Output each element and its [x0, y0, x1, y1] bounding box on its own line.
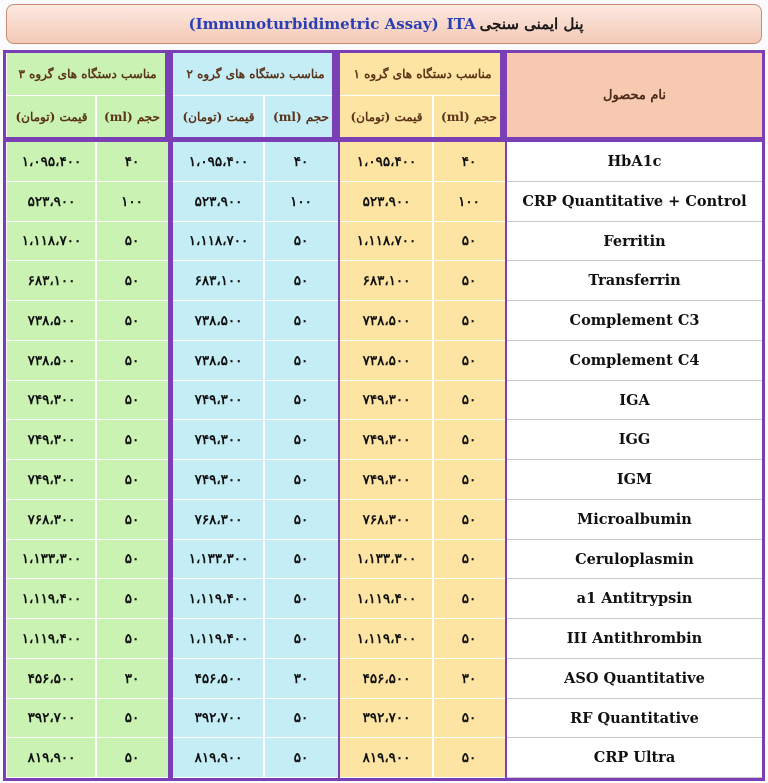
volume-group2: ۵۰	[264, 500, 338, 540]
column-divider	[432, 738, 434, 778]
column-divider	[263, 659, 265, 699]
volume-group2: ۵۰	[264, 540, 338, 579]
volume-group3: ۵۰	[96, 460, 168, 500]
product-name: IGM	[507, 460, 762, 500]
column-divider	[432, 699, 434, 738]
column-divider	[263, 341, 265, 381]
price-group1: ۱،۱۳۳،۳۰۰	[340, 540, 433, 579]
price-group2: ۷۳۸،۵۰۰	[173, 301, 264, 341]
product-name: Transferrin	[507, 261, 762, 301]
column-divider	[95, 699, 97, 738]
price-group3: ۱،۱۳۳،۳۰۰	[7, 540, 96, 579]
column-divider	[263, 579, 265, 619]
volume-group1: ۵۰	[433, 460, 505, 500]
price-group2: ۷۴۹،۳۰۰	[173, 381, 264, 420]
column-divider	[263, 420, 265, 460]
column-divider	[95, 500, 97, 540]
column-divider	[432, 341, 434, 381]
price-group3: ۷۴۹،۳۰۰	[7, 381, 96, 420]
price-group1: ۴۵۶،۵۰۰	[340, 659, 433, 699]
column-divider	[95, 142, 97, 182]
price-group1: ۱،۱۱۹،۴۰۰	[340, 619, 433, 659]
volume-group1: ۵۰	[433, 699, 505, 738]
column-divider	[263, 699, 265, 738]
volume-group2: ۵۰	[264, 341, 338, 381]
product-name: III Antithrombin	[507, 619, 762, 659]
volume-group2: ۵۰	[264, 699, 338, 738]
price-group2: ۵۲۳،۹۰۰	[173, 182, 264, 222]
price-group1: ۵۲۳،۹۰۰	[340, 182, 433, 222]
column-divider	[95, 381, 97, 420]
volume-group3: ۵۰	[96, 261, 168, 301]
price-group2: ۷۴۹،۳۰۰	[173, 420, 264, 460]
title-assay: (Immunoturbidimetric Assay)	[188, 15, 439, 33]
volume-group1: ۵۰	[433, 341, 505, 381]
volume-group3: ۵۰	[96, 540, 168, 579]
volume-group3: ۵۰	[96, 619, 168, 659]
product-name: Microalbumin	[507, 500, 762, 540]
column-divider	[95, 460, 97, 500]
column-divider	[432, 619, 434, 659]
column-divider	[432, 261, 434, 301]
price-group2: ۳۹۲،۷۰۰	[173, 699, 264, 738]
price-group1: ۷۳۸،۵۰۰	[340, 341, 433, 381]
price-group2: ۷۳۸،۵۰۰	[173, 341, 264, 381]
column-divider	[263, 96, 265, 137]
product-name: IGG	[507, 420, 762, 460]
volume-group2: ۵۰	[264, 222, 338, 261]
volume-group2: ۵۰	[264, 420, 338, 460]
column-divider	[95, 659, 97, 699]
price-group1: ۱،۱۱۹،۴۰۰	[340, 579, 433, 619]
price-group2: ۷۴۹،۳۰۰	[173, 460, 264, 500]
price-group3: ۷۴۹،۳۰۰	[7, 460, 96, 500]
price-group1: ۶۸۳،۱۰۰	[340, 261, 433, 301]
price-group3: ۳۹۲،۷۰۰	[7, 699, 96, 738]
column-divider	[432, 301, 434, 341]
price-group1: ۷۳۸،۵۰۰	[340, 301, 433, 341]
column-divider	[263, 500, 265, 540]
volume-group2: ۵۰	[264, 738, 338, 778]
volume-group1: ۵۰	[433, 579, 505, 619]
product-name: Ceruloplasmin	[507, 540, 762, 579]
volume-group1: ۵۰	[433, 222, 505, 261]
column-divider	[95, 540, 97, 579]
column-divider	[95, 420, 97, 460]
volume-group2: ۵۰	[264, 579, 338, 619]
column-divider	[263, 619, 265, 659]
price-group3: ۷۳۸،۵۰۰	[7, 341, 96, 381]
price-group2: ۸۱۹،۹۰۰	[173, 738, 264, 778]
header-group3: مناسب دستگاه های گروه ۳	[7, 53, 168, 96]
column-divider	[95, 222, 97, 261]
price-group3: ۱،۱۱۹،۴۰۰	[7, 579, 96, 619]
column-divider	[263, 738, 265, 778]
column-divider	[432, 222, 434, 261]
volume-group3: ۵۰	[96, 341, 168, 381]
price-group3: ۷۴۹،۳۰۰	[7, 420, 96, 460]
column-divider	[263, 222, 265, 261]
header-group1-volume: حجم (ml)	[433, 96, 505, 137]
price-group3: ۶۸۳،۱۰۰	[7, 261, 96, 301]
product-name: CRP Quantitative + Control	[507, 182, 762, 222]
price-group2: ۱،۰۹۵،۴۰۰	[173, 142, 264, 182]
volume-group2: ۵۰	[264, 301, 338, 341]
volume-group3: ۵۰	[96, 738, 168, 778]
header-group2-volume: حجم (ml)	[264, 96, 338, 137]
price-group3: ۸۱۹،۹۰۰	[7, 738, 96, 778]
volume-group2: ۵۰	[264, 381, 338, 420]
column-divider	[432, 420, 434, 460]
price-group2: ۴۵۶،۵۰۰	[173, 659, 264, 699]
volume-group1: ۵۰	[433, 301, 505, 341]
price-group3: ۵۲۳،۹۰۰	[7, 182, 96, 222]
price-group1: ۳۹۲،۷۰۰	[340, 699, 433, 738]
product-name: a1 Antitrypsin	[507, 579, 762, 619]
title-ita: ITA	[446, 15, 476, 33]
price-group2: ۶۸۳،۱۰۰	[173, 261, 264, 301]
price-group3: ۴۵۶،۵۰۰	[7, 659, 96, 699]
volume-group1: ۵۰	[433, 738, 505, 778]
volume-group2: ۴۰	[264, 142, 338, 182]
volume-group3: ۵۰	[96, 500, 168, 540]
price-group2: ۷۶۸،۳۰۰	[173, 500, 264, 540]
volume-group1: ۴۰	[433, 142, 505, 182]
product-name: HbA1c	[507, 142, 762, 182]
price-group3: ۷۳۸،۵۰۰	[7, 301, 96, 341]
volume-group1: ۳۰	[433, 659, 505, 699]
header-group2-price: قیمت (تومان)	[173, 96, 264, 137]
volume-group2: ۵۰	[264, 261, 338, 301]
volume-group3: ۵۰	[96, 579, 168, 619]
column-divider	[95, 182, 97, 222]
price-group3: ۷۶۸،۳۰۰	[7, 500, 96, 540]
header-group1: مناسب دستگاه های گروه ۱	[340, 53, 505, 96]
price-table	[3, 50, 765, 781]
column-divider	[432, 460, 434, 500]
volume-group1: ۵۰	[433, 540, 505, 579]
product-name: ASO Quantitative	[507, 659, 762, 699]
column-divider	[263, 540, 265, 579]
product-name: CRP Ultra	[507, 738, 762, 778]
header-group3-price: قیمت (تومان)	[7, 96, 96, 137]
price-group3: ۱،۱۱۹،۴۰۰	[7, 619, 96, 659]
price-group2: ۱،۱۱۹،۴۰۰	[173, 579, 264, 619]
volume-group3: ۵۰	[96, 301, 168, 341]
volume-group3: ۱۰۰	[96, 182, 168, 222]
volume-group2: ۳۰	[264, 659, 338, 699]
header-group3-volume: حجم (ml)	[96, 96, 168, 137]
volume-group1: ۵۰	[433, 420, 505, 460]
column-divider	[263, 381, 265, 420]
price-group3: ۱،۰۹۵،۴۰۰	[7, 142, 96, 182]
column-divider	[263, 182, 265, 222]
header-product: نام محصول	[507, 53, 762, 137]
volume-group3: ۳۰	[96, 659, 168, 699]
column-divider	[95, 301, 97, 341]
product-name: Ferritin	[507, 222, 762, 261]
column-divider	[95, 341, 97, 381]
volume-group1: ۵۰	[433, 500, 505, 540]
product-name: Complement C4	[507, 341, 762, 381]
column-divider	[432, 659, 434, 699]
header-group1-price: قیمت (تومان)	[340, 96, 433, 137]
volume-group3: ۵۰	[96, 420, 168, 460]
column-divider	[263, 142, 265, 182]
price-group1: ۷۶۸،۳۰۰	[340, 500, 433, 540]
column-divider	[432, 540, 434, 579]
volume-group3: ۵۰	[96, 222, 168, 261]
price-group3: ۱،۱۱۸،۷۰۰	[7, 222, 96, 261]
product-name: IGA	[507, 381, 762, 420]
column-divider	[432, 182, 434, 222]
price-group1: ۷۴۹،۳۰۰	[340, 381, 433, 420]
volume-group3: ۵۰	[96, 699, 168, 738]
volume-group2: ۱۰۰	[264, 182, 338, 222]
header-group2: مناسب دستگاه های گروه ۲	[173, 53, 338, 96]
column-divider	[95, 738, 97, 778]
price-group1: ۷۴۹،۳۰۰	[340, 460, 433, 500]
volume-group1: ۵۰	[433, 619, 505, 659]
column-divider	[432, 96, 434, 137]
column-divider	[432, 142, 434, 182]
volume-group2: ۵۰	[264, 460, 338, 500]
column-divider	[432, 579, 434, 619]
volume-group1: ۱۰۰	[433, 182, 505, 222]
column-divider	[95, 579, 97, 619]
column-divider	[432, 381, 434, 420]
page-title	[6, 4, 762, 44]
price-group2: ۱،۱۳۳،۳۰۰	[173, 540, 264, 579]
column-divider	[432, 500, 434, 540]
column-divider	[263, 301, 265, 341]
title-prefix: پنل ایمنی سنجی	[479, 15, 584, 33]
price-group1: ۱،۱۱۸،۷۰۰	[340, 222, 433, 261]
price-group1: ۷۴۹،۳۰۰	[340, 420, 433, 460]
price-group2: ۱،۱۱۸،۷۰۰	[173, 222, 264, 261]
price-group2: ۱،۱۱۹،۴۰۰	[173, 619, 264, 659]
product-name: RF Quantitative	[507, 699, 762, 738]
price-group1: ۱،۰۹۵،۴۰۰	[340, 142, 433, 182]
column-divider	[95, 261, 97, 301]
column-divider	[95, 96, 97, 137]
price-group1: ۸۱۹،۹۰۰	[340, 738, 433, 778]
product-name: Complement C3	[507, 301, 762, 341]
volume-group2: ۵۰	[264, 619, 338, 659]
column-divider	[95, 619, 97, 659]
column-divider	[263, 460, 265, 500]
volume-group3: ۴۰	[96, 142, 168, 182]
volume-group1: ۵۰	[433, 261, 505, 301]
volume-group1: ۵۰	[433, 381, 505, 420]
volume-group3: ۵۰	[96, 381, 168, 420]
column-divider	[263, 261, 265, 301]
